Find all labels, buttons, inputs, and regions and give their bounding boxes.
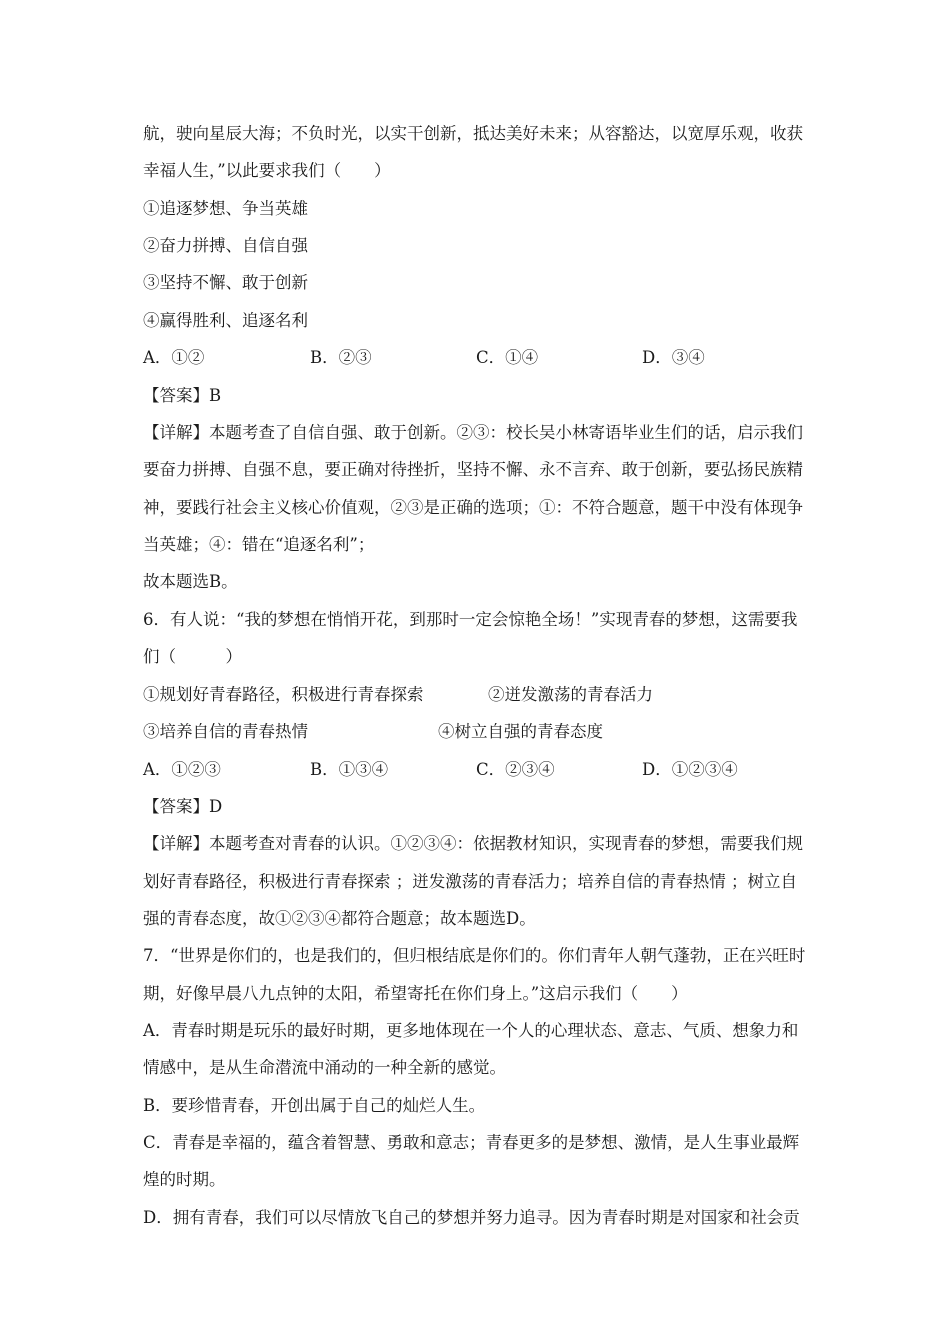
q5-explain-line-4: 当英雄；④：错在“追逐名利”；: [143, 535, 375, 554]
q6-stem-line-1: 6．有人说：“我的梦想在悄悄开花，到那时一定会惊艳全场！”实现青春的梦想，这需要我: [143, 610, 798, 629]
q6-option-a: A．①②③: [143, 760, 221, 779]
q7-option-c-line-2: 煌的时期。: [143, 1170, 226, 1189]
q5-option-c: C．①④: [476, 348, 539, 367]
q7-option-c-line-1: C．青春是幸福的，蕴含着智慧、勇敢和意志；青春更多的是梦想、激情，是人生事业最辉: [143, 1133, 800, 1152]
q7-option-a-line-1: A．青春时期是玩乐的最好时期，更多地体现在一个人的心理状态、意志、气质、想象力和: [143, 1021, 799, 1040]
q6-explain-line-3: 强的青春态度，故①②③④都符合题意；故本题选D。: [143, 909, 536, 928]
q7-stem-line-1: 7．“世界是你们的，也是我们的，但归根结底是你们的。你们青年人朝气蓬勃，正在兴旺时: [143, 946, 806, 965]
q7-option-a-line-2: 情感中，是从生命潜流中涌动的一种全新的感觉。: [143, 1058, 506, 1077]
q5-option-a: A．①②: [143, 348, 205, 367]
q5-explain-line-1: 【详解】本题考查了自信自强、敢于创新。②③：校长吴小林寄语毕业生们的话，启示我们: [143, 423, 803, 442]
q6-item-3: ③培养自信的青春热情: [143, 722, 308, 741]
q5-explain-line-3: 神，要践行社会主义核心价值观，②③是正确的选项；①：不符合题意，题干中没有体现争: [143, 498, 803, 517]
q5-item-2: ②奋力拼搏、自信自强: [143, 236, 308, 255]
q5-stem-line-1: 航，驶向星辰大海；不负时光，以实干创新，抵达美好未来；从容豁达，以宽厚乐观，收获: [143, 124, 803, 143]
q6-stem-line-2: 们（ ）: [143, 647, 242, 666]
q7-option-d-line-1: D．拥有青春，我们可以尽情放飞自己的梦想并努力追寻。因为青春时期是对国家和社会贡: [143, 1208, 800, 1227]
q6-explain-line-2: 划好青春路径，积极进行青春探索 ；迸发激荡的青春活力；培养自信的青春热情 ；树立自: [143, 872, 797, 891]
q5-option-b: B．②③: [310, 348, 372, 367]
q6-item-2: ②迸发激荡的青春活力: [488, 685, 653, 704]
q6-option-d: D．①②③④: [642, 760, 738, 779]
q5-item-3: ③坚持不懈、敢于创新: [143, 273, 308, 292]
q5-item-4: ④赢得胜利、追逐名利: [143, 311, 308, 330]
q6-explain-line-1: 【详解】本题考查对青春的认识。①②③④：依据教材知识，实现青春的梦想，需要我们规: [143, 834, 803, 853]
q6-answer: 【答案】D: [143, 797, 223, 816]
q6-item-4: ④树立自强的青春态度: [438, 722, 603, 741]
q5-conclusion: 故本题选B。: [143, 572, 238, 591]
q5-option-d: D．③④: [642, 348, 705, 367]
q7-stem-line-2: 期，好像早晨八九点钟的太阳，希望寄托在你们身上。”这启示我们（ ）: [143, 984, 688, 1003]
q5-answer: 【答案】B: [143, 386, 222, 405]
q6-option-c: C．②③④: [476, 760, 555, 779]
q6-item-1: ①规划好青春路径，积极进行青春探索: [143, 685, 424, 704]
q5-stem-line-2: 幸福人生，”以此要求我们（ ）: [143, 161, 391, 180]
q6-option-b: B．①③④: [310, 760, 389, 779]
q7-option-b: B．要珍惜青春，开创出属于自己的灿烂人生。: [143, 1096, 486, 1115]
q5-item-1: ①追逐梦想、争当英雄: [143, 199, 308, 218]
q5-explain-line-2: 要奋力拼搏、自强不息，要正确对待挫折，坚持不懈、永不言弃、敢于创新，要弘扬民族精: [143, 460, 803, 479]
